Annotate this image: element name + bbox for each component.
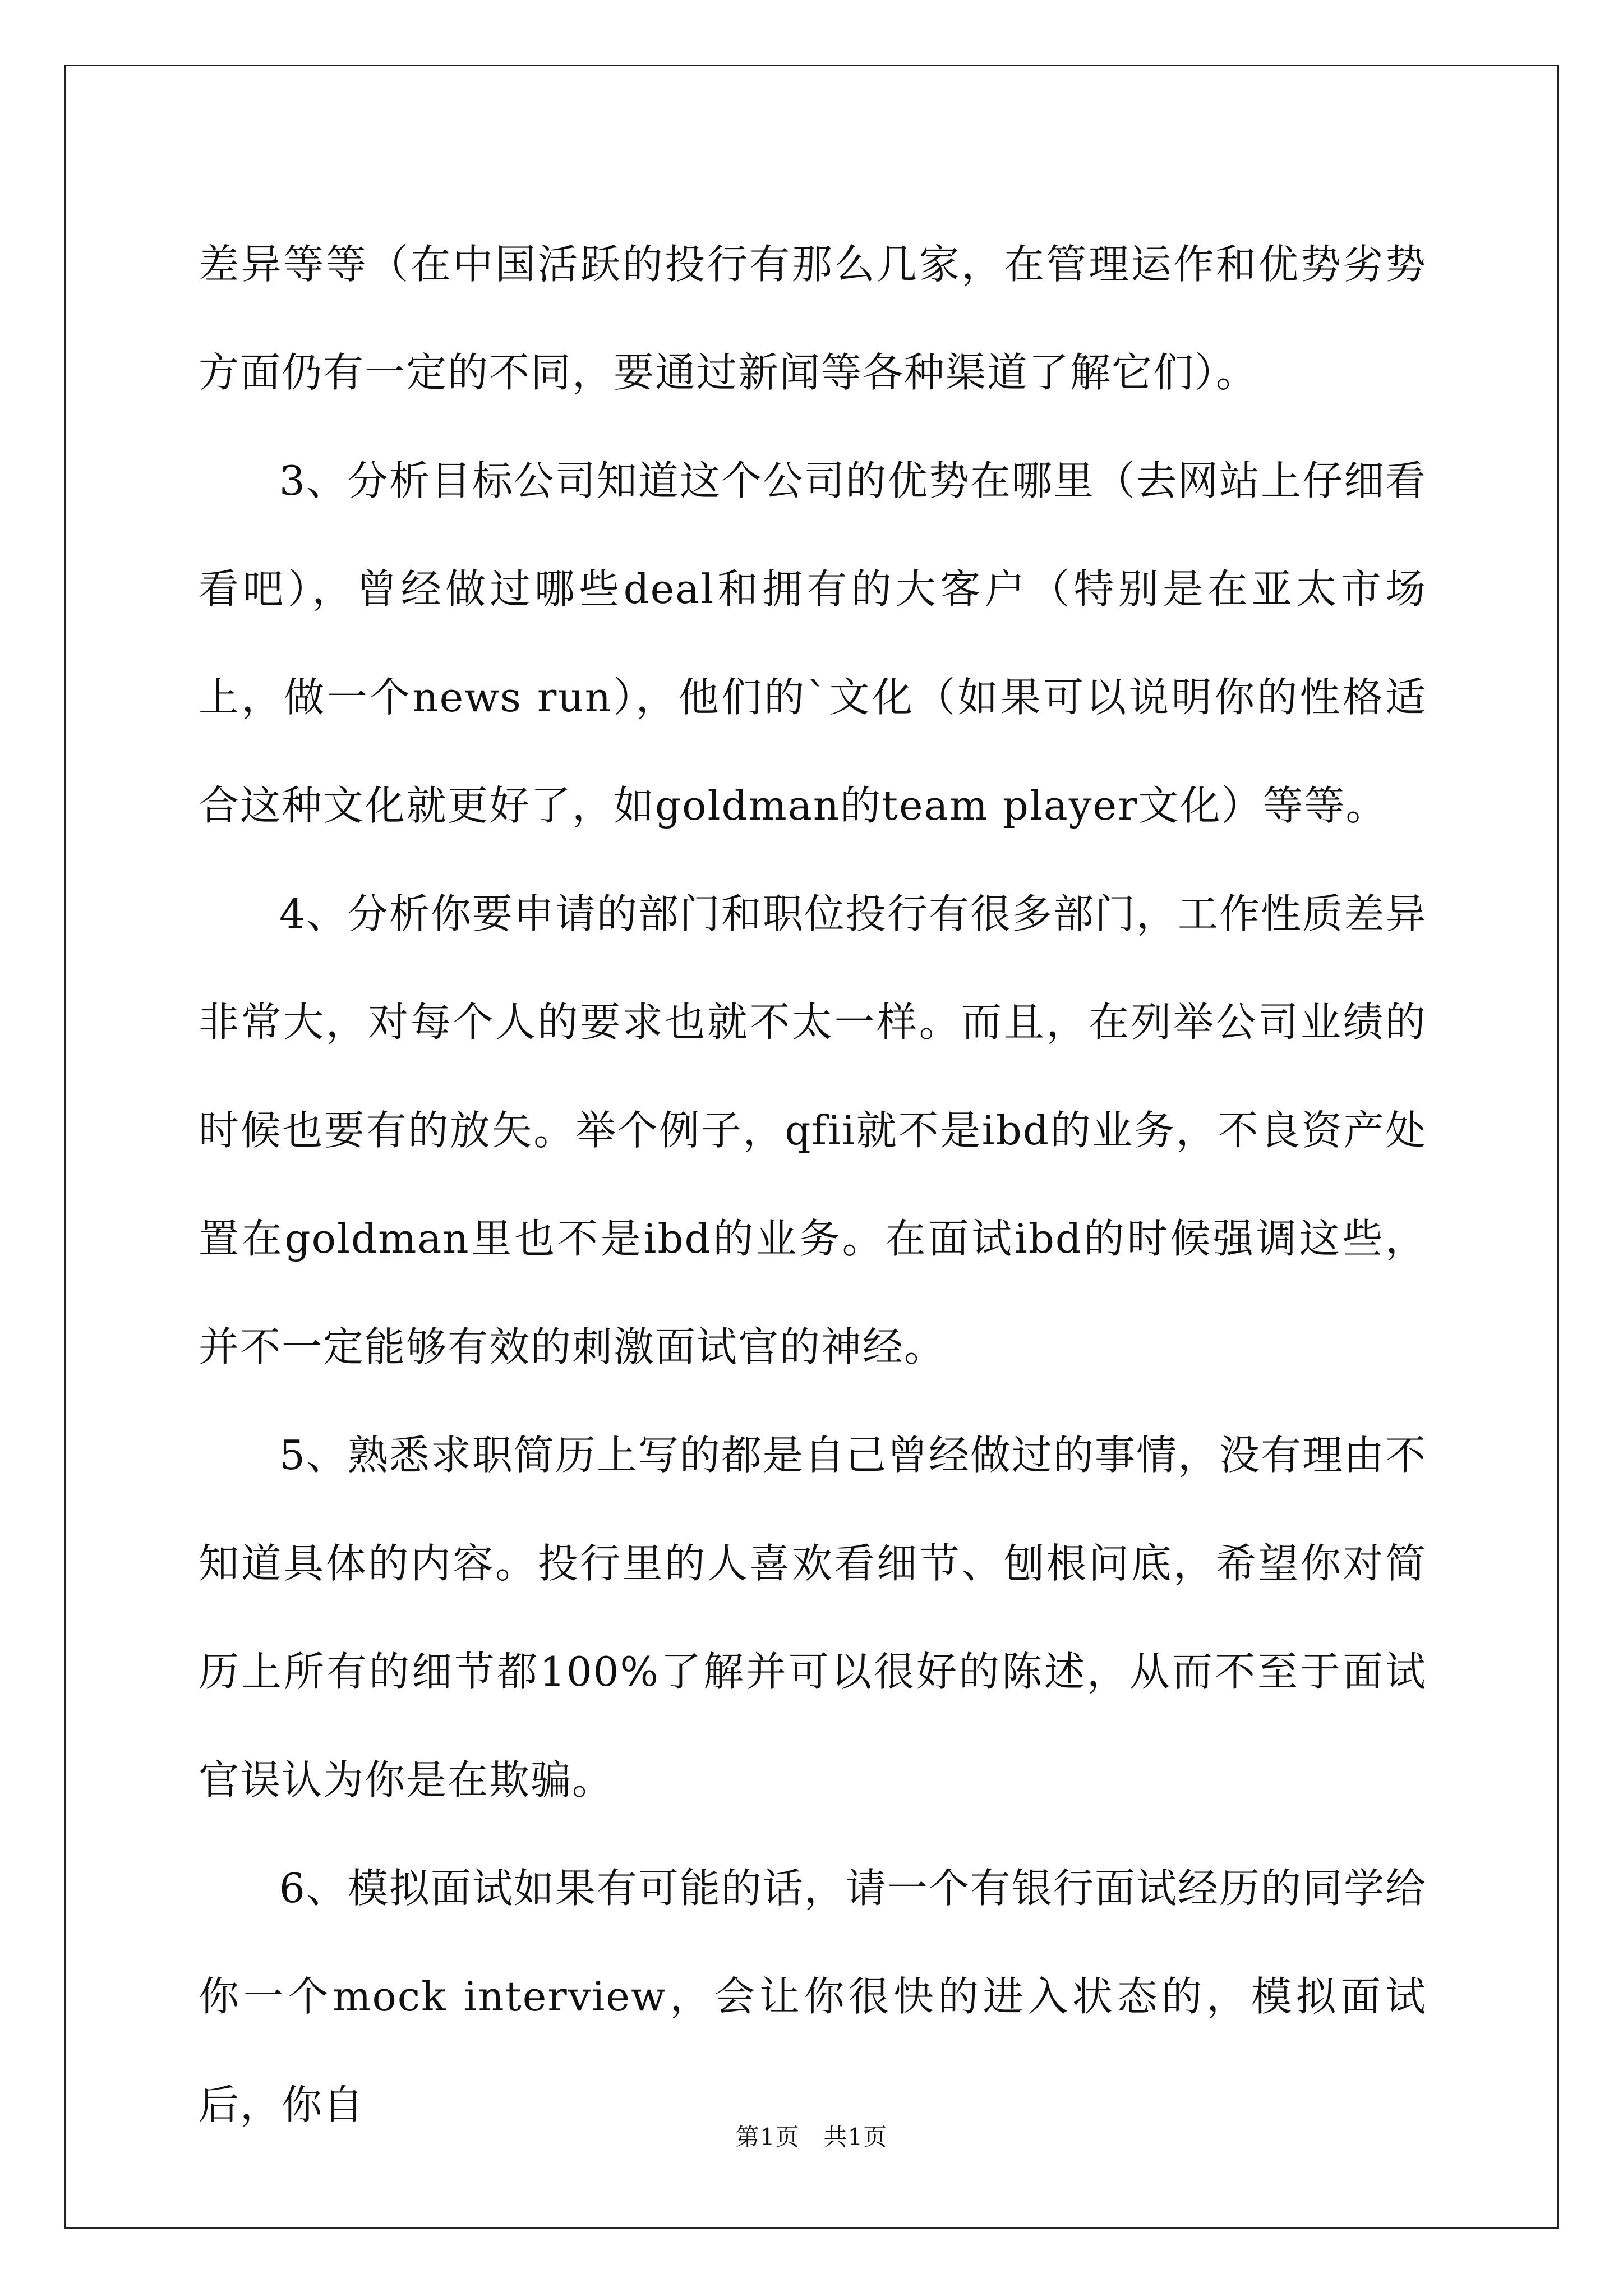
paragraph-4: 4、分析你要申请的部门和职位投行有很多部门，工作性质差异非常大，对每个人的要求也就不太一样。而且，在列举公司业绩的时候也要有的放矢。举个例子，qfii就不是ibd的业务，不良资产处置在goldman里也不是ibd的业务。在面试ibd的时候强调这些，并不一定能够有效的刺激面试官的神经。 (199, 890, 1427, 1370)
paragraph-continuation: 差异等等（在中国活跃的投行有那么几家，在管理运作和优势劣势方面仍有一定的不同，要通过新闻等各种渠道了解它们）。 (199, 241, 1427, 396)
page-number-footer: 第1页 共1页 (735, 2123, 888, 2151)
paragraph-5: 5、熟悉求职简历上写的都是自己曾经做过的事情，没有理由不知道具体的内容。投行里的人喜欢看细节、刨根问底，希望你对简历上所有的细节都100%了解并可以很好的陈述，从而不至于面试官误认为你是在欺骗。 (199, 1432, 1427, 1803)
paragraph-6: 6、模拟面试如果有可能的话，请一个有银行面试经历的同学给你一个mock interview，会让你很快的进入状态的，模拟面试后，你自 (199, 1865, 1427, 2128)
document-body (199, 210, 1427, 2159)
paragraph-3: 3、分析目标公司知道这个公司的优势在哪里（去网站上仔细看看吧），曾经做过哪些deal和拥有的大客户（特别是在亚太市场上，做一个news run），他们的`文化（如果可以说明你的性格适合这种文化就更好了，如goldman的team player文化）等等。 (199, 457, 1427, 829)
